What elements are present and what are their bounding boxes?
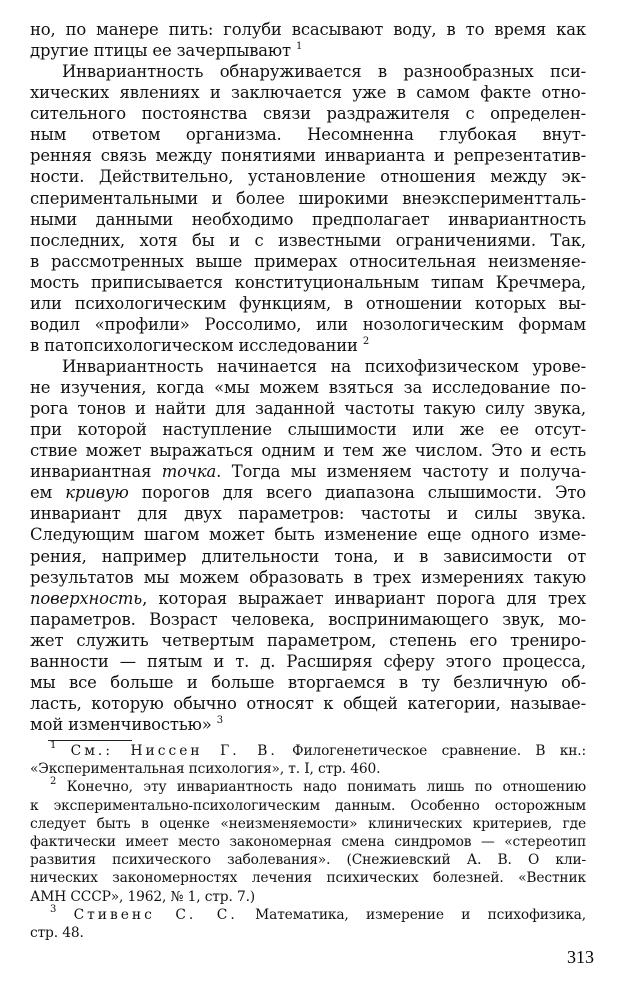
- footnote-line: фактически имеет место закономерная смена синдромов — «стереотип: [30, 833, 586, 850]
- text-line: последних, хотя бы и с известными ограничениями. Так,: [30, 230, 586, 250]
- text-line: водил «профили» Россолимо, или нозологическим формам: [30, 314, 586, 334]
- text-line: параметров. Возраст человека, воспринимающего звук, мо-: [30, 609, 586, 629]
- text-line: другие птицы ее зачерпывают $^1$: [30, 41, 303, 61]
- text-line: или психологическим функциям, в отношении которых вы-: [30, 293, 586, 313]
- footnote-line: нических закономерностях лечения психических болезней. «Вестник: [30, 870, 586, 887]
- footnote-line: к экспериментально-психологическим данным. Особенно осторожным: [30, 797, 586, 814]
- text-line: жет служить четвертым параметром, степень его трениро-: [30, 630, 586, 650]
- footnote-ref: 3: [216, 714, 223, 726]
- text-line: ным ответом организма. Несомненна глубокая внут-: [30, 125, 586, 145]
- footnote-line: следует быть в оценке «неизменяемости» клинических критериев, где: [30, 815, 586, 832]
- footnote-ref: 1: [296, 41, 303, 53]
- text-line: рога тонов и найти для заданной частоты такую силу звука,: [30, 399, 586, 419]
- text-line: Следующим шагом может быть изменение еще одного изме-: [30, 525, 586, 545]
- text-line: в патопсихологическом исследовании $^2$: [30, 335, 370, 355]
- footnote-ref: 2: [362, 335, 370, 347]
- footnote-line: стр. 48.: [30, 924, 84, 941]
- text-line: ности. Действительно, установление отношения между эк-: [30, 167, 586, 187]
- footnote-line: $^2$ Конечно, эту инвариантность надо понимать лишь по отношению: [50, 776, 586, 796]
- text-line: ласть, которую обычно относят к общей категории, называе-: [30, 693, 586, 713]
- text-line: спериментальными и более широкими внеэкспериментталь-: [30, 188, 586, 208]
- text-line: не изучения, когда «мы можем взяться за исследование по-: [30, 378, 586, 397]
- text-line: ванности — пятым и т. д. Расширяя сферу этого процесса,: [30, 651, 586, 671]
- text-line: сительного постоянства связи раздражителя с определен-: [30, 104, 586, 124]
- text-line: но, по манере пить: голуби всасывают воду, в то время как: [30, 20, 586, 39]
- text-line: мы все больше и больше вторгаемся в ту безличную об-: [30, 672, 586, 692]
- footnote-line: развития психического заболевания». (Снежиевский А. В. О кли-: [30, 852, 586, 869]
- footnote-line: $^1$ См.: Ниссен Г. В. Филогенетическое сравнение. В кн.:: [50, 740, 586, 759]
- text-line: Инвариантность начинается на психофизическом урове-: [62, 356, 586, 376]
- page-number: 313: [567, 947, 594, 967]
- text-line: при которой наступление слышимости или же ее отсут-: [30, 420, 586, 440]
- text-line: ренняя связь между понятиями инварианта и репрезентатив-: [30, 146, 586, 166]
- text-line: поверхность, которая выражает инвариант порога для трех: [30, 588, 586, 608]
- text-line: хических явлениях и заключается уже в самом факте отно-: [30, 83, 586, 103]
- text-line: инвариант для двух параметров: частоты и силы звука.: [30, 504, 586, 524]
- text-line: в рассмотренных выше примерах относительная неизменяе-: [30, 251, 586, 271]
- text-line: мой изменчивостью» $^3$: [30, 714, 223, 734]
- text-line: рения, например длительности тона, и в зависимости от: [30, 546, 586, 566]
- footnote-line: $^3$ Стивенс С. С. Математика, измерение и психофизика,: [50, 903, 586, 923]
- text-line: инвариантная точка. Тогда мы изменяем частоту и получа-: [30, 462, 586, 482]
- footnote-line: «Экспериментальная психология», т. I, стр. 460.: [30, 761, 381, 778]
- footnote-line: АМН СССР», 1962, № 1, стр. 7.): [30, 888, 256, 905]
- text-line: ными данными необходимо предполагает инвариантность: [30, 209, 586, 229]
- text-line: ем кривую порогов для всего диапазона слышимости. Это: [30, 483, 587, 503]
- text-line: Инвариантность обнаруживается в разнообразных пси-: [62, 62, 586, 82]
- text-line: мость приписывается конституциональным типам Кречмера,: [30, 272, 586, 292]
- text-line: ствие может выражаться одним и тем же числом. Это и есть: [30, 441, 586, 461]
- text-line: результатов мы можем образовать в трех измерениях такую: [30, 567, 586, 587]
